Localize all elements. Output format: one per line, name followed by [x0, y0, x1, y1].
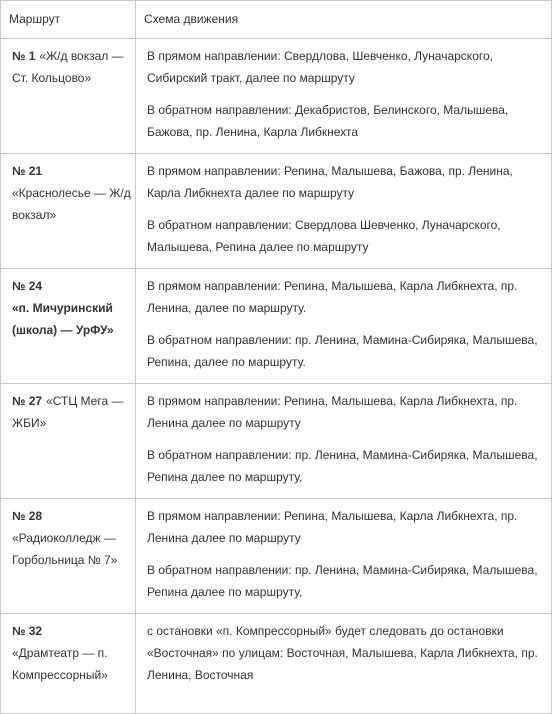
- route-number: № 27: [12, 394, 43, 408]
- direction-forward: В прямом направлении: Репина, Малышева, Карла Либкнехта, пр. Ленина далее по маршруту: [147, 509, 518, 545]
- table-row: [1, 39, 552, 154]
- route-number: № 32: [12, 624, 43, 638]
- route-cell: [1, 499, 136, 614]
- header-row: [1, 1, 552, 39]
- table-row: [1, 269, 552, 384]
- direction-forward: В прямом направлении: Свердлова, Шевченко, Луначарского, Сибирский тракт, далее по маршруту: [147, 49, 493, 85]
- route-number: № 24: [12, 279, 43, 293]
- route-description: с остановки «п. Компрессорный» будет следовать до остановки «Восточная» по улицам: Восточная, Малышева, Карла Либкнехта, пр. Ленина, Восточная: [147, 624, 538, 682]
- table-row: [1, 154, 552, 269]
- route-name: «Драмтеатр — п. Компрессорный»: [12, 646, 108, 682]
- table-row: [1, 384, 552, 499]
- header-scheme: Схема движения: [136, 1, 552, 39]
- scheme-cell: [136, 614, 552, 714]
- direction-backward: В обратном направлении: Декабристов, Белинского, Малышева, Бажова, пр. Ленина, Карла Либкнехта: [147, 103, 509, 139]
- route-cell: [1, 614, 136, 714]
- direction-backward: В обратном направлении: пр. Ленина, Мамина-Сибиряка, Малышева, Репина, далее по маршруту.: [147, 333, 538, 369]
- direction-backward: В обратном направлении: пр. Ленина, Мамина-Сибиряка, Малышева, Репина далее по маршруту,: [147, 563, 538, 599]
- scheme-cell: [136, 269, 552, 384]
- route-name: «Ж/д вокзал — Ст. Кольцово»: [12, 49, 124, 85]
- route-number: № 28: [12, 509, 43, 523]
- route-name: «Радиоколледж — Горбольница № 7»: [12, 531, 118, 567]
- direction-backward: В обратном направлении: пр. Ленина, Мамина-Сибиряка, Малышева, Репина далее по маршруту,: [147, 448, 538, 484]
- route-name: «СТЦ Мега — ЖБИ»: [12, 394, 124, 430]
- table-row: [1, 499, 552, 614]
- route-cell: [1, 39, 136, 154]
- direction-backward: В обратном направлении: Свердлова Шевченко, Луначарского, Малышева, Репина далее по маршруту: [147, 218, 501, 254]
- table-row: [1, 614, 552, 714]
- route-cell: [1, 384, 136, 499]
- route-cell: [1, 269, 136, 384]
- route-name: «Краснолесье — Ж/д вокзал»: [12, 186, 131, 222]
- scheme-cell: [136, 384, 552, 499]
- direction-forward: В прямом направлении: Репина, Малышева, Бажова, пр. Ленина, Карла Либкнехта далее по маршруту: [147, 164, 513, 200]
- scheme-cell: [136, 154, 552, 269]
- route-number: № 1: [12, 49, 36, 63]
- scheme-cell: [136, 39, 552, 154]
- header-route: Маршрут: [1, 1, 136, 39]
- route-cell: [1, 154, 136, 269]
- route-number: № 21: [12, 164, 43, 178]
- direction-forward: В прямом направлении: Репина, Малышева, Карла Либкнехта, пр. Ленина, далее по маршруту.: [147, 279, 518, 315]
- direction-forward: В прямом направлении: Репина, Малышева, Карла Либкнехта, пр. Ленина далее по маршруту: [147, 394, 518, 430]
- scheme-cell: [136, 499, 552, 614]
- route-name: «п. Мичуринский (школа) — УрФУ»: [12, 301, 114, 337]
